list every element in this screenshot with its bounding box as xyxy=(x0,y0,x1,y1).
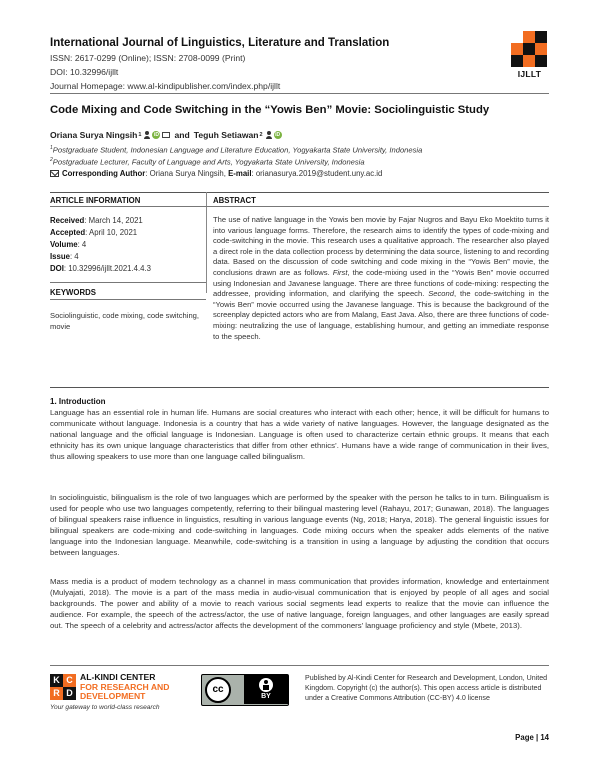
journal-homepage[interactable]: Journal Homepage: www.al-kindipublisher.com/index.php/ijllt xyxy=(50,81,281,91)
person-icon xyxy=(266,131,272,139)
accepted-date: Accepted: April 10, 2021 xyxy=(50,228,138,237)
orcid-icon[interactable]: iD xyxy=(275,132,281,138)
author-1-name: Oriana Surya Ningsih xyxy=(50,130,138,140)
affiliation-2: $^2$Postgraduate Lecturer, Faculty of Language and Arts, Yogyakarta State University, Indonesia xyxy=(50,157,365,167)
affiliation-1: $^1$Postgraduate Student, Indonesian Language and Literature Education, Yogyakarta State University, Indonesia xyxy=(50,145,423,155)
article-info-heading: ARTICLE INFORMATION xyxy=(50,196,141,205)
mail-icon[interactable] xyxy=(162,132,170,138)
header-divider xyxy=(50,93,549,94)
body-paragraph: In sociolinguistic, bilingualism is the role of two languages which are performed by the speaker with the person he talks to in turn. Bilingualism is used for people who use two languages competently, referring to their bilingual mastering level (Rahayu, 2017; Gunawan, 2018). The languages of bilingual speakers raise influence in linguistics, resulting in various language events (Ng, 2018; Harya, 2018). The general linguistic issues for bilingual speakers are code-mixing and code-switching in languages. Code mixing occurs when the speaker adds elements of the native language into the Indonesian language. Meanwhile, code-switching is a transition in using a language by adjusting the condition that occurs between languages. xyxy=(50,493,549,557)
paper-title: Code Mixing and Code Switching in the “Yowis Ben” Movie: Sociolinguistic Study xyxy=(50,104,490,116)
cc-icon: cc xyxy=(205,677,231,703)
author-2-name: Teguh Setiawan xyxy=(193,130,259,140)
ijllt-logo-icon xyxy=(511,31,547,67)
ijllt-logo-label: IJLLT xyxy=(517,69,542,79)
keywords-list: Sociolinguistic, code mixing, code switching, movie xyxy=(50,311,199,331)
corresponding-author xyxy=(50,169,382,178)
abstract-text: The use of native language in the Yowis ben movie by Fajar Nugros and Bayu Eko Moektito turns it into various language forms. Therefore, the research aims to identify the types of code-mixing and code-switching in the movie. This research uses a qualitative approach. The researcher also played a direct role in the data collection process by determining the data source, listening to and recording data. Based on the discussion of code switching and code mixing in the “Yowis Ben” movie, the conclusions drawn are as follows. First, the code-mixing used in the “Yowis Ben” movie occurred using Indonesian and Javanese language. There are three functions of code-mixing: respecting the addressee, providing information, and clarifying the speech. Second, the code-switching in the “Yowis Ben” movie occurred using the Javanese language. This is because the background of the screenplay depicted actors who are from Malang, East Java. Also, there are three functions of code-mixing: neutralizing the use of language, establishing humour, and getting an immediate response to the speech. xyxy=(213,215,549,341)
author-2-sup: 2 xyxy=(259,132,263,138)
publisher-copyright-note: Published by Al-Kindi Center for Research and Development, London, United Kingdom. Copyright (c) the author(s). This open access article is distributed under a Creative Commons Attribution (CC-BY) 4.0 license xyxy=(305,674,548,702)
body-paragraph: Language has an essential role in human life. Humans are social creatures who interact with each other; hence, it will be difficult for humans to communicate without language. Indonesia is a country that has a wide variety of native languages. However, the language designated as the national language and the official language is Indonesian. Language is often used to characterize certain ethnic groups. It means that each ethnicity has its own unique language characteristics that differ from other ethnics’. Humans have a wide range of communication in their lives, thus allowing speakers to use more than one language called bilingualism. xyxy=(50,408,549,461)
journal-doi: DOI: 10.32996/ijllt xyxy=(50,67,119,77)
by-label: BY xyxy=(261,693,271,700)
column-divider xyxy=(206,192,207,293)
volume-number: Volume: 4 xyxy=(50,240,87,249)
cc-by-license-badge[interactable] xyxy=(201,674,289,706)
author-conjunction: and xyxy=(174,130,190,140)
body-paragraph: Mass media is a product of modern technology as a channel in mass communication that provides information, knowledge and entertainment (Mulyajati, 2018). The movie is a part of the mass media in audio-visual communication that is enjoyed by people of all ages and social backgrounds. The power and ability of a movie to reach various social segments lead experts to realize that the movie can influence the audience. For example, the speech of the actress/actor, the use of native language, foreign languages, and other languages are easily spread out. The speech of a celebrity and actress/actor affects the development of the commoners’ language proficiency and style (Mbete, 2013). xyxy=(50,577,549,630)
section-heading-introduction: 1. Introduction xyxy=(50,397,106,406)
keywords-bottom-rule xyxy=(50,299,206,300)
corresponding-label: Corresponding Author xyxy=(62,169,146,178)
attribution-person-icon xyxy=(259,678,273,692)
by-block xyxy=(244,675,288,704)
journal-issn: ISSN: 2617-0299 (Online); ISSN: 2708-0099 (Print) xyxy=(50,53,246,63)
info-header-rule xyxy=(50,206,549,207)
keywords-heading: KEYWORDS xyxy=(50,288,96,297)
journal-title: International Journal of Linguistics, Literature and Translation xyxy=(50,37,390,49)
email-address[interactable]: : orianasurya.2019@student.uny.ac.id xyxy=(251,169,383,178)
publisher-name: AL-KINDI CENTER FOR RESEARCH AND DEVELOPMENT xyxy=(80,672,170,702)
article-doi[interactable]: DOI: 10.32996/ijllt.2021.4.4.3 xyxy=(50,264,152,273)
info-top-rule xyxy=(50,192,549,193)
orcid-icon[interactable]: iD xyxy=(153,132,159,138)
corresponding-name: : Oriana Surya Ningsih, xyxy=(145,169,229,178)
issue-number: Issue: 4 xyxy=(50,252,79,261)
abstract-heading: ABSTRACT xyxy=(213,196,256,205)
received-date: Received: March 14, 2021 xyxy=(50,216,143,225)
email-label: E-mail xyxy=(228,169,252,178)
keywords-top-rule xyxy=(50,282,206,283)
page-number: Page | 14 xyxy=(515,733,549,742)
person-icon xyxy=(144,131,150,139)
author-1-sup: 1 xyxy=(138,132,142,138)
abstract-bottom-rule xyxy=(50,387,549,388)
footer-rule xyxy=(50,665,549,666)
kcrd-logo-icon: K C R D xyxy=(50,674,76,701)
author-line xyxy=(50,130,282,140)
envelope-icon xyxy=(50,170,59,177)
publisher-tagline: Your gateway to world-class research xyxy=(50,704,160,711)
